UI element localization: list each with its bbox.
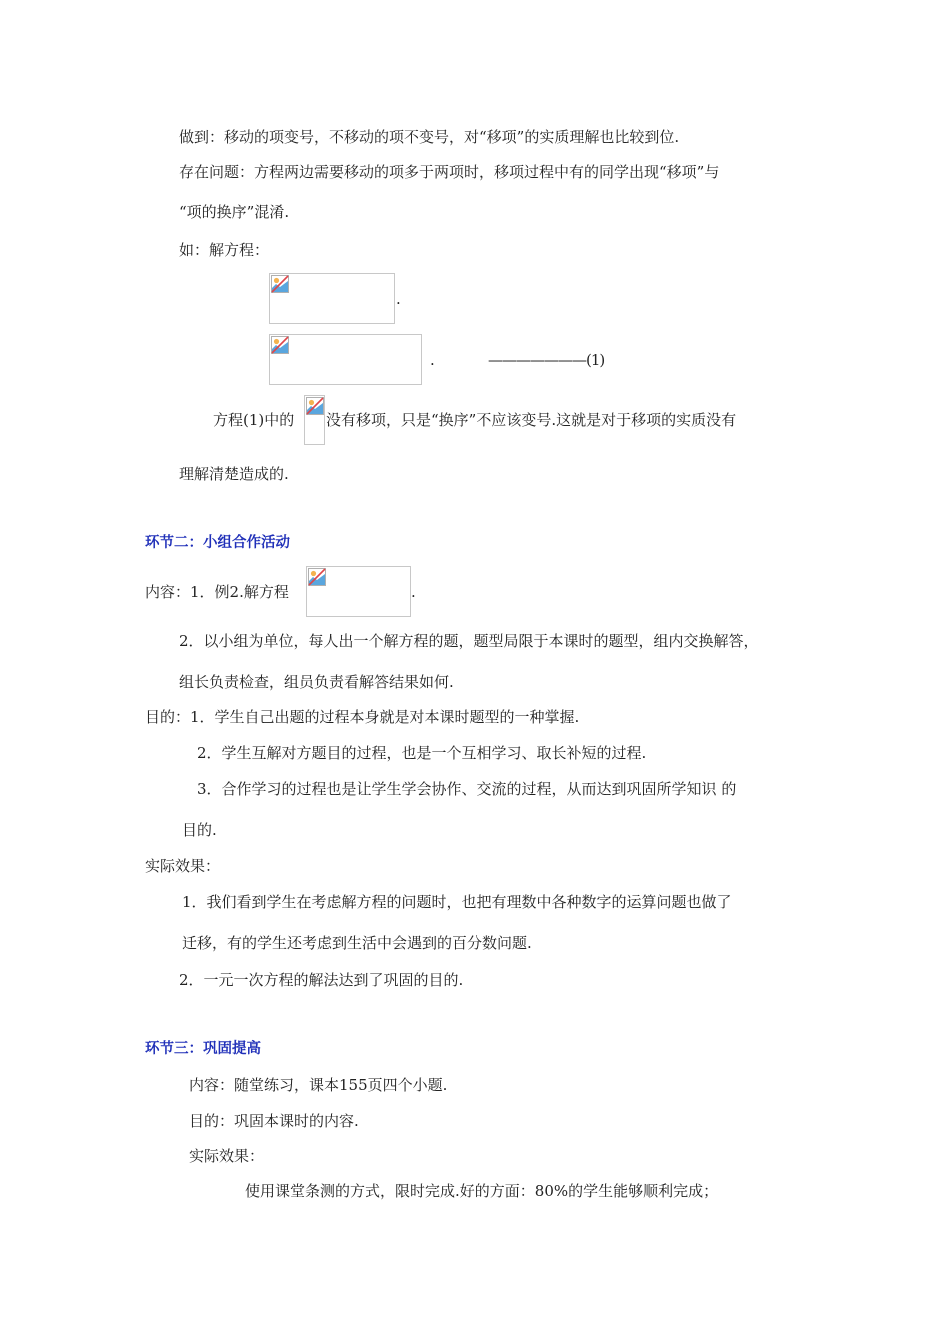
equation-image xyxy=(269,273,395,324)
equation-image xyxy=(269,334,422,385)
equation-period: . xyxy=(396,290,401,308)
text-line: 做到：移动的项变号，不移动的项不变号，对“移项”的实质理解也比较到位. xyxy=(179,128,680,146)
text-line: 组长负责检查，组员负责看解答结果如何. xyxy=(179,673,454,691)
broken-image-icon xyxy=(271,275,289,293)
text-line: 没有移项，只是“换序”不应该变号.这就是对于移项的实质没有 xyxy=(326,411,737,429)
text-line: 目的. xyxy=(182,821,217,839)
text-line: 使用课堂条测的方式，限时完成.好的方面：80%的学生能够顺利完成； xyxy=(245,1182,719,1200)
equation-label: ———————(1) xyxy=(488,351,605,369)
text-line: 内容：随堂练习，课本155页四个小题. xyxy=(189,1076,448,1094)
text-line: 3．合作学习的过程也是让学生学会协作、交流的过程，从而达到巩固所学知识 的 xyxy=(197,780,737,798)
text-line: 2．以小组为单位，每人出一个解方程的题，题型局限于本课时的题型，组内交换解答， xyxy=(179,632,759,650)
broken-image-icon xyxy=(308,568,326,586)
broken-image-icon xyxy=(271,336,289,354)
text-line: “项的换序”混淆. xyxy=(179,203,290,221)
text-line: 如：解方程： xyxy=(179,241,270,259)
text-line: 理解清楚造成的. xyxy=(179,465,289,483)
equation-period: . xyxy=(411,583,416,601)
text-line: 迁移，有的学生还考虑到生活中会遇到的百分数问题. xyxy=(182,934,532,952)
text-line: 内容：1．例2.解方程 xyxy=(145,583,289,601)
section-heading: 环节二：小组合作活动 xyxy=(145,535,290,551)
text-line: 目的：巩固本课时的内容. xyxy=(189,1112,359,1130)
text-line: 方程(1)中的 xyxy=(213,411,295,429)
section-heading: 环节三：巩固提高 xyxy=(145,1041,261,1057)
text-line: 实际效果： xyxy=(189,1147,265,1165)
equation-image xyxy=(306,566,411,617)
broken-image-icon xyxy=(306,397,324,415)
equation-period: . xyxy=(430,351,435,369)
text-line: 存在问题：方程两边需要移动的项多于两项时，移项过程中有的同学出现“移项”与 xyxy=(179,163,720,181)
text-line: 目的：1．学生自己出题的过程本身就是对本课时题型的一种掌握. xyxy=(145,708,580,726)
text-line: 实际效果： xyxy=(145,857,221,875)
text-line: 2．学生互解对方题目的过程，也是一个互相学习、取长补短的过程. xyxy=(197,744,647,762)
inline-image xyxy=(304,395,325,445)
text-line: 2．一元一次方程的解法达到了巩固的目的. xyxy=(179,971,464,989)
text-line: 1．我们看到学生在考虑解方程的问题时，也把有理数中各种数字的运算问题也做了 xyxy=(182,893,732,911)
